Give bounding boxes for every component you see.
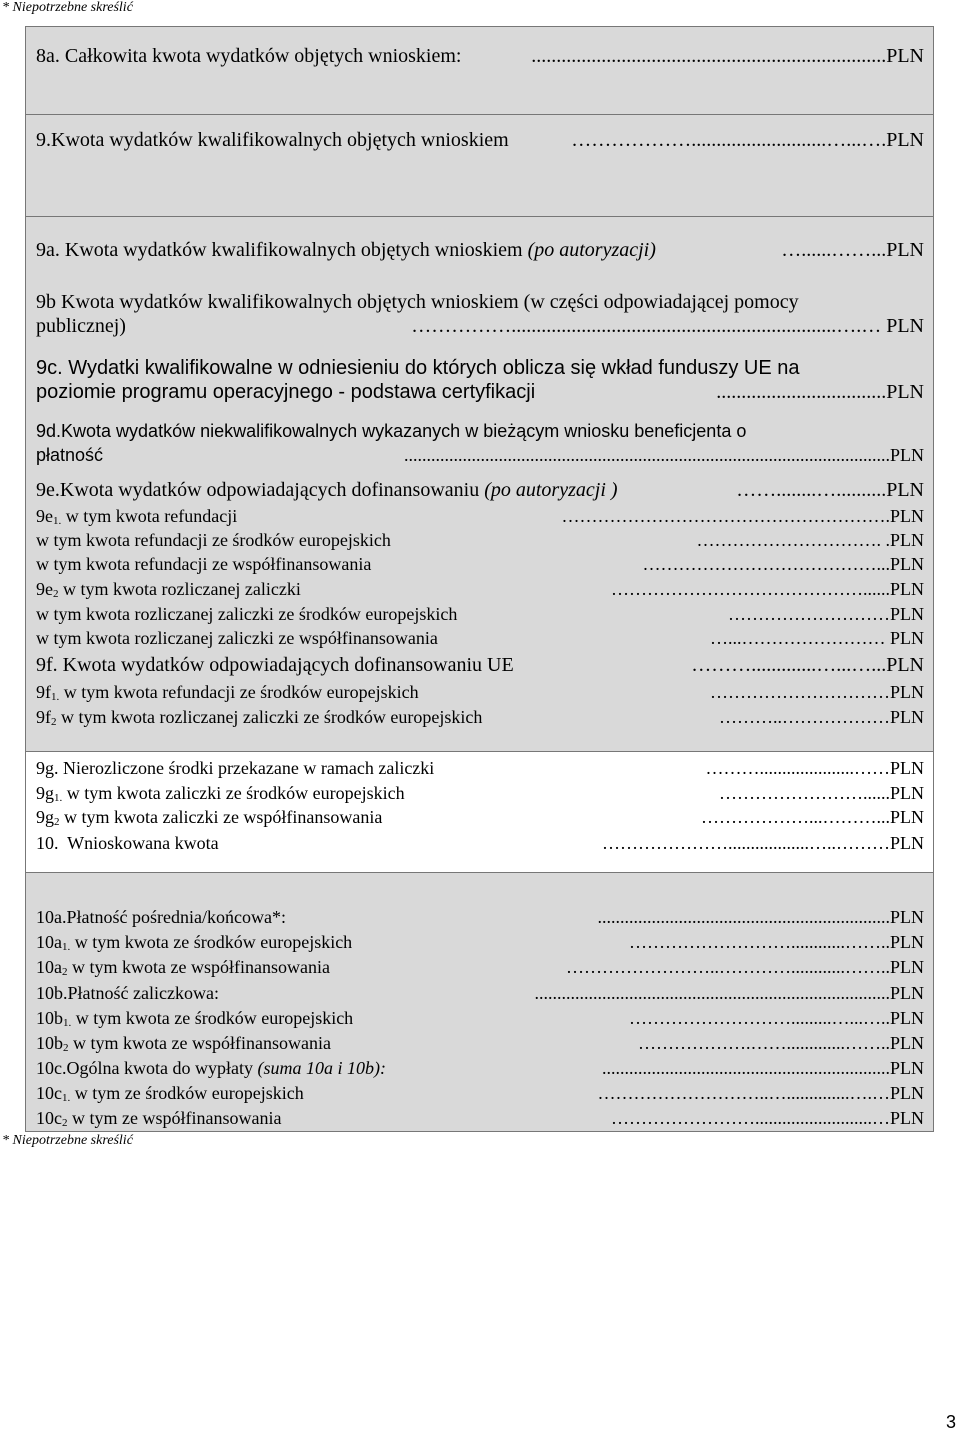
- row-9e1: 9e1. w tym kwota refundacji ……………………………………………….PLN: [36, 506, 924, 527]
- row-10c: 10c.Ogólna kwota do wypłaty (suma 10a i 10b): ................................................................PLN: [36, 1058, 924, 1078]
- row-9c-line2: poziomie programu operacyjnego - podstawa certyfikacji ..................................PLN: [36, 381, 924, 403]
- row-10c2: 10c2 w tym ze współfinansowania ……………………..........................…PLN: [36, 1108, 924, 1129]
- row-10a2: 10a2 w tym kwota ze współfinansowania ……………………..…………............……..PLN: [36, 957, 924, 978]
- row-10a1: 10a1. w tym kwota ze środków europejskich ………………………............……..PLN: [36, 932, 924, 953]
- row-9c-line1: 9c. Wydatki kwalifikowalne w odniesieniu do których oblicza się wkład funduszy UE na: [36, 357, 800, 379]
- row-9e: 9e.Kwota wydatków odpowiadających dofinansowaniu (po autoryzacji ) ……........…..........PLN: [36, 479, 924, 501]
- row-9g: 9g. Nierozliczone środki przekazane w ramach zaliczki ……….....................……PLN: [36, 758, 924, 778]
- row-9g2: 9g2 w tym kwota zaliczki ze współfinansowania ………………...………...PLN: [36, 807, 924, 828]
- row-10b2: 10b2 w tym kwota ze współfinansowania ……………….…….............……..PLN: [36, 1033, 924, 1054]
- footnote-bottom: * Niepotrzebne skreślić: [2, 1133, 133, 1148]
- row-9e1-wsp: w tym kwota refundacji ze współfinansowania …………………………………...PLN: [36, 554, 924, 574]
- row-10: 10. Wnioskowana kwota …………………..................…..………PLN: [36, 833, 924, 853]
- row-9: 9.Kwota wydatków kwalifikowalnych objętych wnioskiem ………………...........................…...….PLN: [36, 129, 924, 151]
- row-9d-line2: płatność ............................................................................................................PLN: [36, 445, 924, 465]
- row-9b-line2: publicznej) …………….................................................................….… PLN: [36, 315, 924, 337]
- row-9a: 9a. Kwota wydatków kwalifikowalnych objętych wnioskiem (po autoryzacji) …......……...PLN: [36, 239, 924, 261]
- row-9b-line1: 9b Kwota wydatków kwalifikowalnych objętych wnioskiem (w części odpowiadającej pomocy: [36, 291, 799, 313]
- row-10b: 10b.Płatność zaliczkowa: ...............................................................................PLN: [36, 983, 924, 1003]
- section-8a-9: [25, 26, 934, 115]
- row-9d-line1: 9d.Kwota wydatków niekwalifikowalnych wykazanych w bieżącym wniosku beneficjenta o: [36, 421, 747, 441]
- row-9f1: 9f1. w tym kwota refundacji ze środków europejskich …………………………PLN: [36, 682, 924, 703]
- row-8a: 8a. Całkowita kwota wydatków objętych wnioskiem: .......................................................................PLN: [36, 45, 924, 67]
- row-10b1: 10b1. w tym kwota ze środków europejskich ……………………….........…...…..PLN: [36, 1008, 924, 1029]
- footnote-top: * Niepotrzebne skreślić: [2, 0, 133, 15]
- row-9f2: 9f2 w tym kwota rozliczanej zaliczki ze środków europejskich ………..………………PLN: [36, 707, 924, 728]
- row-9f: 9f. Kwota wydatków odpowiadających dofinansowaniu UE ……….............…...…...PLN: [36, 654, 924, 676]
- row-9g1: 9g1. w tym kwota zaliczki ze środków europejskich ……………………......PLN: [36, 783, 924, 804]
- row-9e2-wsp: w tym kwota rozliczanej zaliczki ze współfinansowania …...…………………… PLN: [36, 628, 924, 648]
- row-10a: 10a.Płatność pośrednia/końcowa*: .................................................................PLN: [36, 907, 924, 927]
- row-9e2: 9e2 w tym kwota rozliczanej zaliczki ……………………………………......PLN: [36, 579, 924, 600]
- row-10c1: 10c1. w tym ze środków europejskich ………………………..…..............….…PLN: [36, 1083, 924, 1104]
- page-number: 3: [945, 1412, 956, 1432]
- row-9e1-ue: w tym kwota refundacji ze środków europejskich …………………………. .PLN: [36, 530, 924, 550]
- row-9e2-ue: w tym kwota rozliczanej zaliczki ze środków europejskich ………………………PLN: [36, 604, 924, 624]
